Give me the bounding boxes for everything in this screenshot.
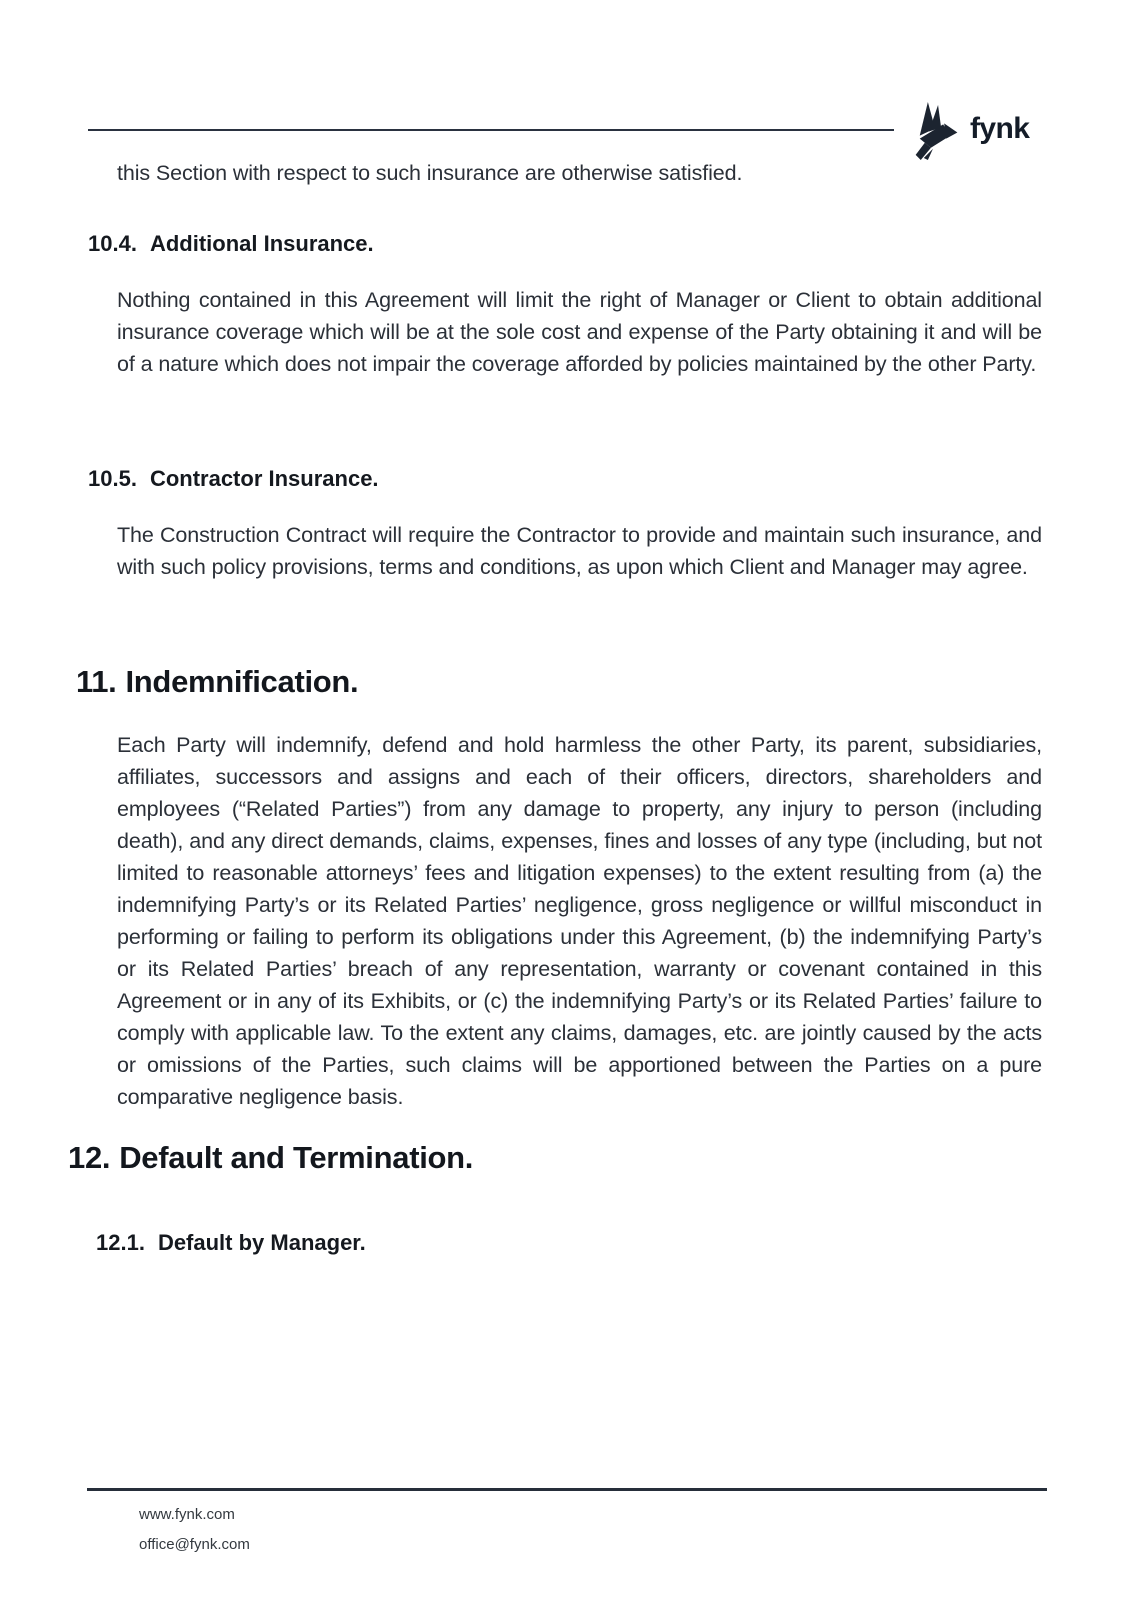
section-number: 12.1.	[96, 1230, 145, 1255]
fynk-logo	[912, 100, 1052, 162]
section-number: 11.	[76, 664, 117, 699]
section-title: Additional Insurance.	[149, 231, 374, 256]
footer	[139, 1500, 250, 1560]
section-heading-12-1	[96, 1227, 366, 1259]
header-rule	[88, 129, 894, 131]
section-number: 10.5.	[88, 466, 137, 491]
section-body-11: Each Party will indemnify, defend and hold harmless the other Party, its parent, subsidiaries, affiliates, successors and assigns and each of their officers, directors, shareholders and employees (“Related Parties”) from any damage to property, any injury to person (including death), and any direct demands, claims, expenses, fines and losses of any type (including, but not limited to reasonable attorneys’ fees and litigation expenses) to the extent resulting from (a) the indemnifying Party’s or its Related Parties’ negligence, gross negligence or willful misconduct in performing or failing to perform its obligations under this Agreement, (b) the indemnifying Party’s or its Related Parties’ breach of any representation, warranty or covenant contained in this Agreement or in any of its Exhibits, or (c) the indemnifying Party’s or its Related Parties’ failure to comply with applicable law. To the extent any claims, damages, etc. are jointly caused by the acts or omissions of the Parties, such claims will be apportioned between the Parties on a pure comparative negligence basis.	[117, 733, 1042, 1109]
section-number: 12.	[68, 1140, 111, 1175]
footer-email: office@fynk.com	[139, 1536, 250, 1553]
section-number: 10.4.	[88, 231, 137, 256]
fynk-logo-text: fynk	[970, 112, 1030, 145]
section-body-10-4: Nothing contained in this Agreement will limit the right of Manager or Client to obtain additional insurance coverage which will be at the sole cost and expense of the Party obtaining it and will be of a nature which does not impair the coverage afforded by policies maintained by the other Party.	[117, 288, 1042, 376]
fynk-logo-bird-icon	[912, 102, 958, 160]
section-title: Contractor Insurance.	[149, 466, 379, 491]
footer-rule	[87, 1488, 1047, 1491]
section-heading-11	[76, 662, 358, 702]
paragraph-continuation: this Section with respect to such insurance are otherwise satisfied.	[117, 161, 743, 185]
footer-website: www.fynk.com	[139, 1506, 235, 1523]
section-heading-12	[68, 1138, 473, 1178]
section-body-10-5: The Construction Contract will require the Contractor to provide and maintain such insurance, and with such policy provisions, terms and conditions, as upon which Client and Manager may agree.	[117, 523, 1042, 579]
section-heading-10-5	[88, 463, 379, 495]
section-title: Default by Manager.	[157, 1230, 366, 1255]
section-title: Default and Termination.	[119, 1140, 474, 1175]
section-heading-10-4	[88, 228, 374, 260]
section-title: Indemnification.	[125, 664, 359, 699]
